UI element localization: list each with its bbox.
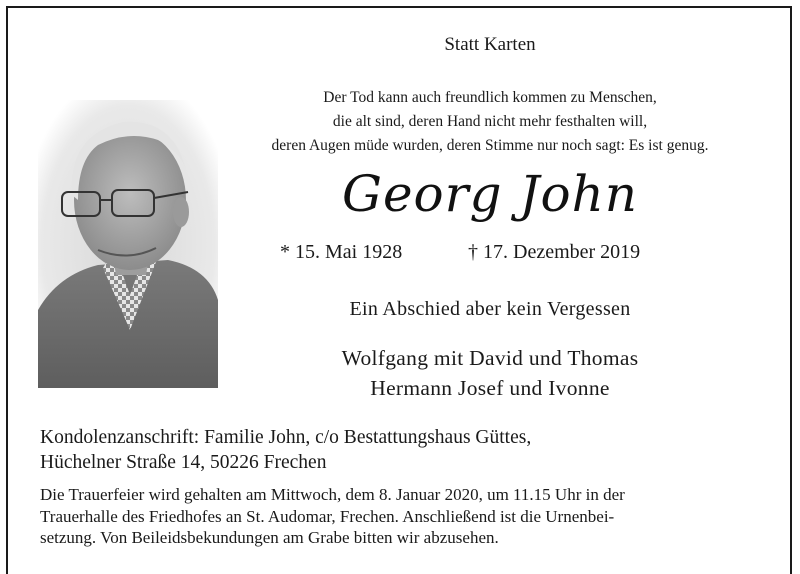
mourner-line: Wolfgang mit David und Thomas — [341, 346, 639, 370]
poem-line: deren Augen müde wurden, deren Stimme nur noch sagt: Es ist genug. — [271, 137, 709, 154]
death-date: † 17. Dezember 2019 — [468, 241, 641, 263]
address-line: Hüchelner Straße 14, 50226 Frechen — [40, 452, 327, 473]
address-line: Kondolenzanschrift: Familie John, c/o Bestattungshaus Güttes, — [40, 427, 532, 448]
ceremony-notice — [40, 484, 775, 549]
heading-statt-karten: Statt Karten — [444, 34, 536, 55]
mourners — [200, 343, 780, 403]
motto: Ein Abschied aber kein Vergessen — [349, 298, 631, 320]
poem-line: die alt sind, deren Hand nicht mehr festhalten will, — [332, 113, 648, 130]
portrait-photo — [38, 100, 218, 388]
birth-date: * 15. Mai 1928 — [280, 241, 403, 263]
ceremony-line: setzung. Von Beileidsbekundungen am Grabe bitten wir abzusehen. — [40, 528, 499, 547]
ceremony-line: Die Trauerfeier wird gehalten am Mittwoch, dem 8. Januar 2020, um 11.15 Uhr in der — [40, 485, 625, 504]
deceased-name: Georg John — [342, 165, 638, 223]
poem — [200, 86, 780, 158]
ceremony-line: Trauerhalle des Friedhofes an St. Audomar, Frechen. Anschließend ist die Urnenbei- — [40, 506, 615, 526]
mourner-line: Hermann Josef und Ivonne — [370, 376, 610, 400]
condolence-address — [40, 425, 780, 475]
poem-line: Der Tod kann auch freundlich kommen zu Menschen, — [323, 89, 657, 106]
